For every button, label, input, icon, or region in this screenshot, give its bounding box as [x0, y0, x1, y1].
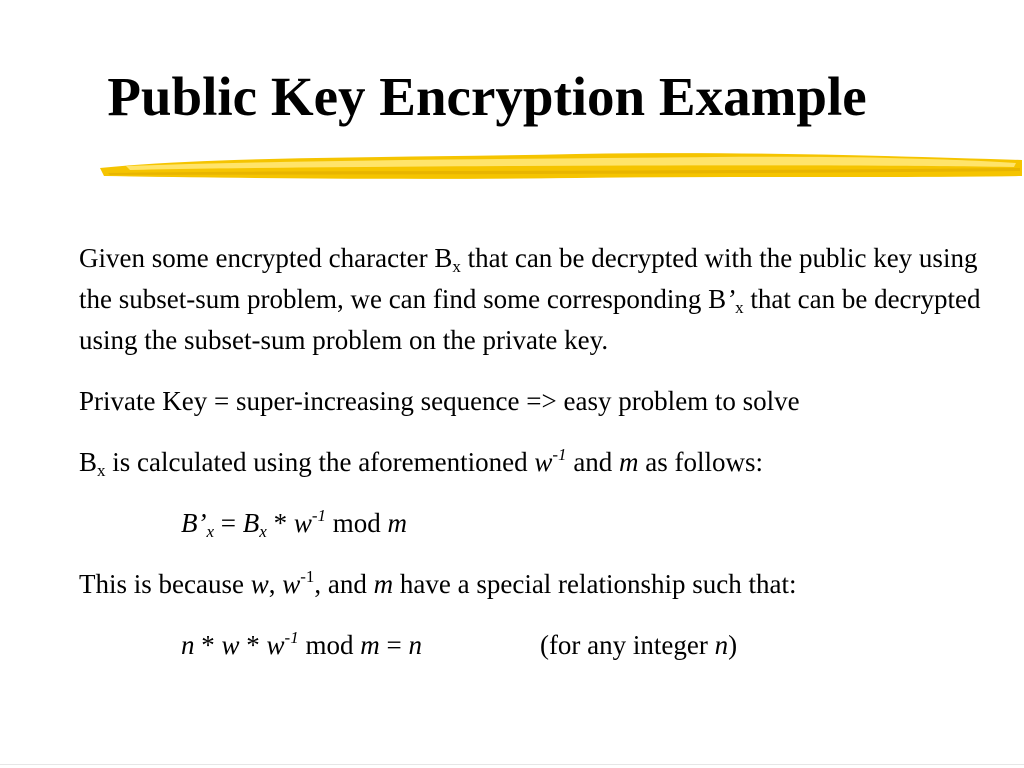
paragraph-private-key: Private Key = super-increasing sequence => easy problem to solve [79, 386, 800, 416]
p1-subscript-x: x [452, 257, 461, 276]
f1-subscript-x: x [206, 522, 215, 541]
f2-mod: mod [298, 630, 361, 660]
f1-equals: = [214, 508, 243, 538]
p4-comma: , [268, 569, 283, 599]
p1-text-2: that can be decrypted with the public key using the subset-sum problem, we can find some corresponding B [79, 243, 978, 314]
f2-w: w [221, 630, 240, 660]
f1-subscript-x-2: x [259, 522, 267, 541]
f2-superscript: -1 [284, 628, 299, 647]
f1-w: w [293, 508, 312, 538]
title-underline-brushstroke [96, 146, 1024, 188]
p1-prime: ’ [726, 284, 736, 314]
paragraph-relationship [79, 564, 1009, 605]
f2-note-2: ) [728, 630, 738, 660]
paragraph-encrypted-character [79, 238, 1009, 361]
bottom-divider [0, 764, 1024, 765]
p1-text-1: Given some encrypted character B [79, 243, 453, 273]
f1-b-prime: B’ [181, 508, 207, 538]
p3-w: w [534, 447, 553, 477]
f2-note-n: n [714, 630, 729, 660]
f2-times-2: * [239, 630, 267, 660]
p4-w-2: w [282, 569, 301, 599]
p4-text-2: , and [314, 569, 374, 599]
slide-title: Public Key Encryption Example [107, 66, 867, 127]
p3-text-1: is calculated using the aforementioned [105, 447, 535, 477]
p4-superscript: -1 [300, 567, 315, 586]
slide-body [79, 238, 1009, 686]
f2-n-2: n [408, 630, 422, 660]
p4-text-3: have a special relationship such that: [393, 569, 797, 599]
f1-b: B [242, 508, 260, 538]
p4-text-1: This is because [79, 569, 251, 599]
f2-times-1: * [194, 630, 222, 660]
p3-m: m [619, 447, 639, 477]
f1-m: m [387, 508, 408, 538]
f2-w-2: w [266, 630, 285, 660]
f1-times: * [266, 508, 294, 538]
p4-w: w [250, 569, 269, 599]
p1-subscript-x-2: x [735, 298, 744, 317]
f2-m: m [360, 630, 380, 660]
f1-superscript: -1 [311, 506, 326, 525]
f2-equals: = [379, 630, 409, 660]
f2-note-1: (for any integer [539, 630, 715, 660]
f2-n: n [181, 630, 195, 660]
p3-b: B [79, 447, 98, 477]
f1-mod: mod [326, 508, 388, 538]
p3-text-3: as follows: [638, 447, 764, 477]
formula-identity [79, 625, 1009, 666]
paragraph-bx-calculation [79, 442, 1009, 483]
p4-m: m [373, 569, 394, 599]
p3-subscript-x: x [97, 461, 106, 480]
p3-superscript: -1 [552, 445, 567, 464]
formula-b-prime [79, 503, 1009, 544]
p3-text-2: and [566, 447, 620, 477]
p1-text-3: that can be decrypted using the subset-sum problem on the private key. [79, 284, 981, 355]
